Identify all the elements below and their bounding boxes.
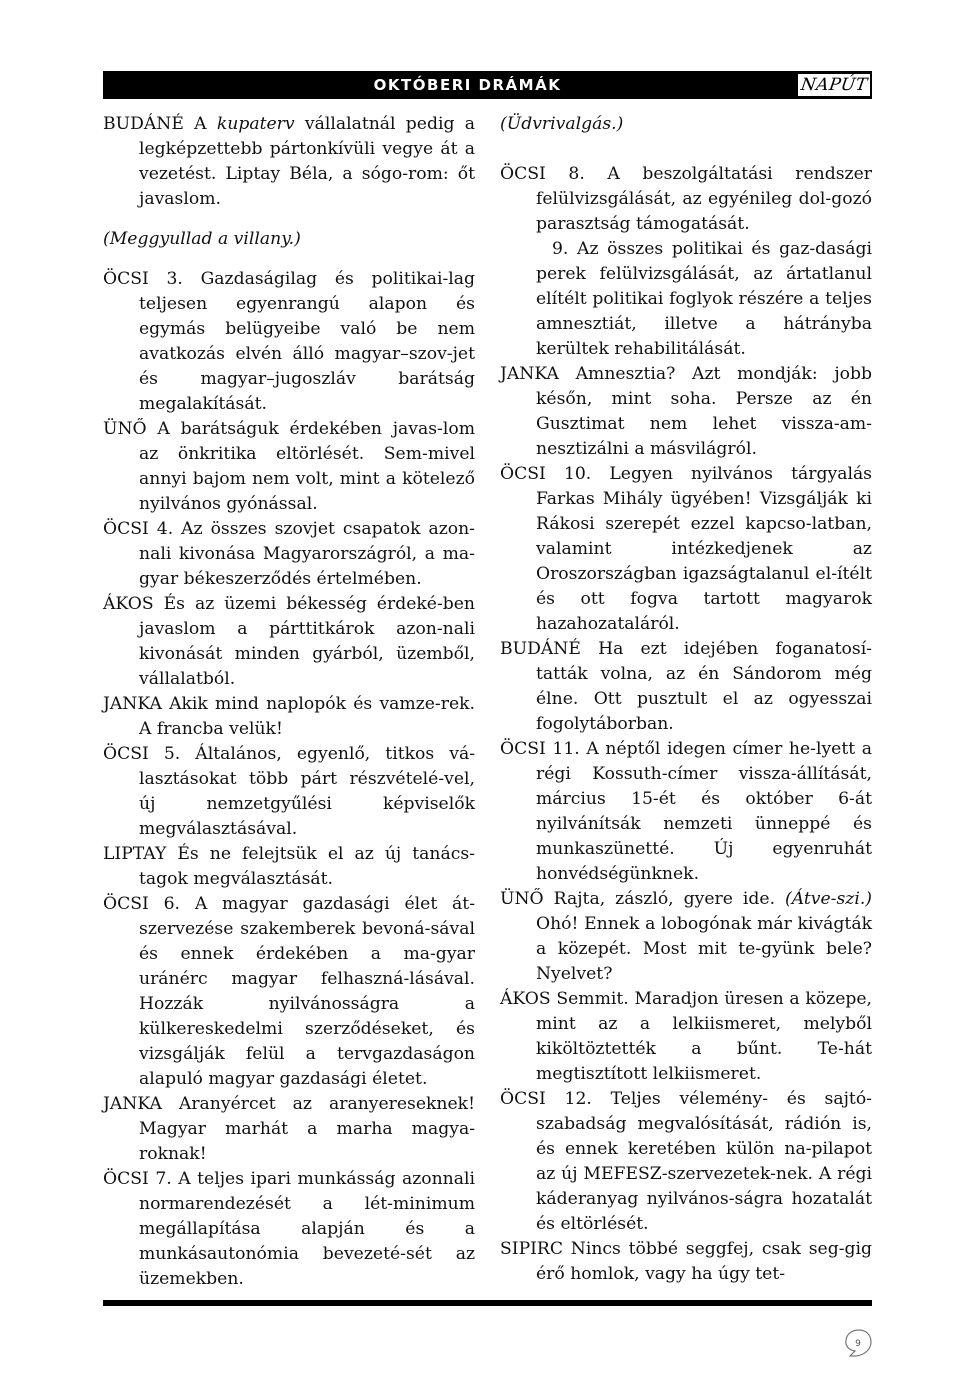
dialogue-text: 7. A teljes ipari munkásság azonnali normarendezését a lét-minimum megállapítása alapján és a munkásautonómia bevezeté-sét az üzemekben.	[139, 1169, 475, 1289]
dialogue-text: És ne felejtsük el az új tanács-tagok megválasztását.	[139, 844, 475, 889]
dialogue-continuation: 9. Az összes politikai és gaz-dasági perek felülvizsgálását, az ártatlanul elítélt politikai foglyok részére a teljes amnesztiát, illetve a hátrányba kerültek rehabilitálását.	[536, 239, 872, 359]
dialogue-text: Ha ezt idejében foganatosí-tatták volna, az én Sándorom még élne. Ott pusztult el az ogyesszai fogolytáborban.	[536, 639, 872, 734]
speaker-name: JANKA	[103, 694, 162, 714]
right-column	[500, 112, 872, 1287]
page-number-text: 9	[855, 1339, 861, 1349]
dialogue-text: 11. A néptől idegen címer he-lyett a régi Kossuth-címer vissza-állítását, március 15-ét és október 6-át nyilvánítsák nemzeti ünneppé és munkaszünetté. Új egyenruhát honvédségünknek.	[536, 739, 872, 884]
speaker-name: LIPTAY	[103, 844, 167, 864]
dialogue-entry	[103, 742, 475, 842]
dialogue-entry	[500, 1087, 872, 1237]
dialogue-entry	[103, 267, 475, 417]
left-column	[103, 112, 475, 1292]
speaker-name: ÁKOS	[103, 594, 154, 614]
dialogue-text: Semmit. Maradjon üresen a közepe, mint az a lelkiismeret, melyből kiköltöztették a bűnt. Te-hát megtisztított lelkiismeret.	[536, 989, 872, 1084]
speaker-name: ÁKOS	[500, 989, 551, 1009]
dialogue-entry	[500, 737, 872, 887]
dialogue-entry	[103, 1092, 475, 1167]
journal-logo	[798, 74, 870, 96]
dialogue-text: 12. Teljes vélemény- és sajtó-szabadság megvalósítását, rádión is, és ennek keretében külön na-pilapot az új MEFESZ-szervezetek-nek. A régi káderanyag nyilvános-ságra hozatalát és eltörlését.	[536, 1089, 872, 1234]
speaker-name: ÖCSI	[103, 744, 149, 764]
dialogue-entry	[500, 462, 872, 637]
dialogue-entry	[500, 362, 872, 462]
dialogue-text: A	[194, 114, 217, 134]
dialogue-entry	[500, 987, 872, 1087]
speaker-name: BUDÁNÉ	[103, 114, 184, 134]
dialogue-entry	[103, 1167, 475, 1292]
dialogue-text: Amnesztia? Azt mondják: jobb későn, mint soha. Persze az én Gusztimat nem lehet vissza-am-nesztizálni a másvilágról.	[536, 364, 873, 459]
dialogue-entry	[500, 887, 872, 987]
speaker-name: ÖCSI	[103, 269, 149, 289]
dialogue-entry	[103, 692, 475, 742]
speaker-name: JANKA	[103, 1094, 162, 1114]
dialogue-text: A barátságuk érdekében javas-lom az önkritika eltörlését. Sem-mivel annyi bajom nem volt, mint a kötelező nyilvános gyónással.	[139, 419, 476, 514]
dialogue-text: És az üzemi békesség érdeké-ben javaslom a párttitkárok azon-nali kivonását minden gyárból, üzemből, vállalatból.	[139, 594, 476, 689]
dialogue-text: Aranyércet az aranyereseknek! Magyar marhát a marha magya-roknak!	[139, 1094, 475, 1164]
dialogue-text: Akik mind naplopók és vamze-rek. A francba velük!	[139, 694, 475, 739]
dialogue-text: 10. Legyen nyilvános tárgyalás Farkas Mihály ügyében! Vizsgálják ki Rákosi szerepét ezzel kapcso-latban, valamint intézkedjenek az Oroszországban igazságtalanul el-ítélt és ott fogva tartott magyarok hazahozataláról.	[536, 464, 873, 634]
stage-direction-inline: (Átve-szi.)	[785, 889, 872, 909]
speaker-name: ÖCSI	[103, 1169, 149, 1189]
speaker-name: ÖCSI	[500, 164, 546, 184]
dialogue-entry	[500, 1237, 872, 1287]
speaker-name: SIPIRC	[500, 1239, 564, 1259]
running-header-bar	[103, 71, 872, 99]
dialogue-entry	[500, 637, 872, 737]
speaker-name: ÖCSI	[500, 1089, 546, 1109]
footer-rule	[103, 1300, 872, 1306]
dialogue-text: 3. Gazdaságilag és politikai-lag teljesen egyenrangú alapon és egymás belügyeibe való be nem avatkozás elvén álló magyar–szov-jet és magyar–jugoszláv barátság megalakítását.	[139, 269, 475, 414]
speaker-name: JANKA	[500, 364, 559, 384]
dialogue-entry	[103, 112, 475, 212]
dialogue-text: Ohó! Ennek a lobogónak már kivágták a közepét. Most mit te-gyünk bele? Nyelvet?	[536, 914, 872, 984]
speaker-name: ÜNŐ	[500, 889, 544, 909]
dialogue-entry	[500, 162, 872, 237]
dialogue-text: 5. Általános, egyenlő, titkos vá-lasztásokat több párt részvételé-vel, új nemzetgyűlési képviselők megválasztásával.	[139, 744, 475, 839]
dialogue-text: 4. Az összes szovjet csapatok azon-nali kivonása Magyarországról, a ma-gyar békeszerződés értelmében.	[139, 519, 475, 589]
dialogue-text: 8. A beszolgáltatási rendszer felülvizsgálását, az egyénileg dol-gozó parasztság támogatását.	[536, 164, 872, 234]
dialogue-text: 6. A magyar gazdasági élet át-szervezése szakemberek bevoná-sával és ennek érdekében a ma-gyar uránérc magyar felhaszná-lásával. Hozzák nyilvánosságra a külkereskedelmi szerződéseket, és vizsgálják felül a tervgazdaságon alapuló magyar gazdasági életet.	[139, 894, 475, 1089]
speaker-name: ÖCSI	[500, 739, 546, 759]
stage-direction: (Üdvrivalgás.)	[500, 114, 624, 134]
page-number-icon	[840, 1325, 876, 1361]
dialogue-text: vállalatnál pedig a legképzettebb pártonkívüli vegye át a vezetést. Liptay Béla, a sógo-rom: őt javaslom.	[139, 114, 475, 209]
dialogue-entry	[103, 517, 475, 592]
speaker-name: ÖCSI	[500, 464, 546, 484]
stage-direction: (Meggyullad a villany.)	[103, 229, 301, 249]
speaker-name: ÖCSI	[103, 894, 149, 914]
speaker-name: BUDÁNÉ	[500, 639, 581, 659]
italic-term: kupaterv	[216, 114, 295, 134]
dialogue-text: Nincs többé seggfej, csak seg-gig érő homlok, vagy ha úgy tet-	[536, 1239, 873, 1284]
running-header-title: OKTÓBERI DRÁMÁK	[373, 76, 562, 94]
speaker-name: ÖCSI	[103, 519, 149, 539]
dialogue-entry	[103, 892, 475, 1092]
dialogue-entry	[103, 417, 475, 517]
dialogue-entry	[103, 592, 475, 692]
speaker-name: ÜNŐ	[103, 419, 147, 439]
page-number-badge	[840, 1325, 876, 1361]
journal-logo-text: NAPÚT	[799, 75, 869, 95]
dialogue-text: Rajta, zászló, gyere ide.	[553, 889, 786, 909]
dialogue-entry	[103, 842, 475, 892]
